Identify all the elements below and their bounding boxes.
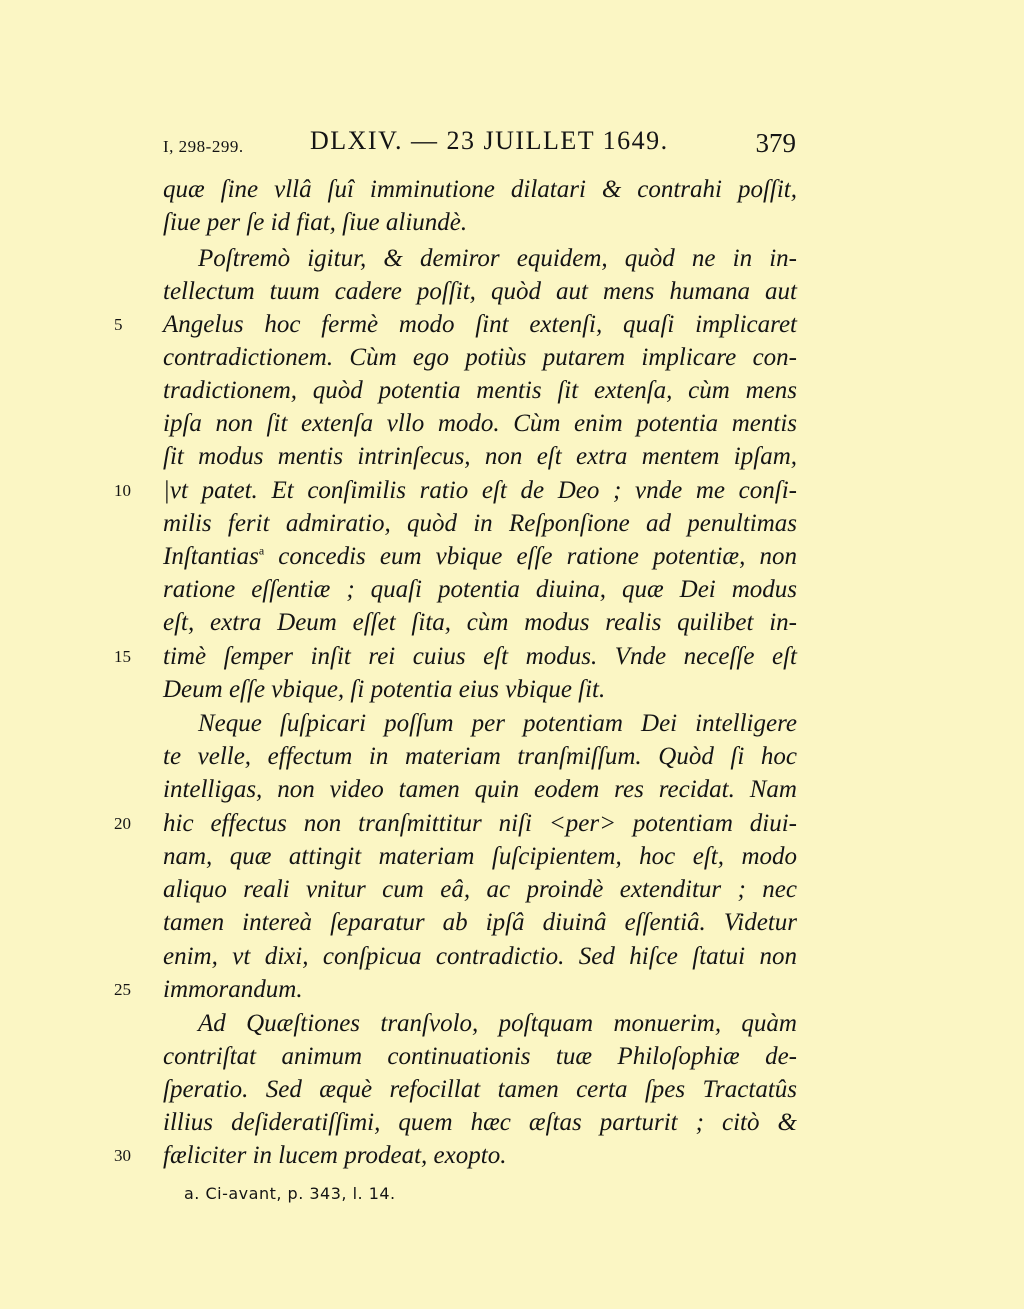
text-line-2: ſiue per ſe id fiat, ſiue aliundè.: [163, 209, 468, 236]
text-line-28: ſperatio. Sed æquè refocillat tamen certa ſpes Tractatûs: [163, 1076, 797, 1103]
text-line-21: nam, quæ attingit materiam ſuſcipientem, hoc eſt, modo: [163, 843, 797, 870]
text-line-12-start: Inſtantias: [163, 543, 259, 570]
text-line-8: ipſa non ſit extenſa vllo modo. Cùm enim potentia mentis: [163, 410, 797, 437]
text-line-22: aliquo reali vnitur cum eâ, ac proindè extenditur ; nec: [163, 876, 797, 903]
text-line-18: te velle, effectum in materiam tranſmiſſum. Quòd ſi hoc: [163, 743, 797, 770]
volume-reference: I, 298-299.: [163, 137, 244, 156]
line-number-30: 30: [114, 1146, 131, 1165]
footnote-marker: a: [258, 543, 265, 558]
text-line-9: ſit modus mentis intrinſecus, non eſt extra mentem ipſam,: [163, 443, 797, 470]
text-line-27: contriſtat animum continuationis tuæ Philoſophiæ de-: [163, 1043, 797, 1070]
text-line-15: timè ſemper inſit rei cuius eſt modus. Vnde neceſſe eſt: [163, 643, 797, 670]
text-line-13: ratione eſſentiæ ; quaſi potentia diuina, quæ Dei modus: [163, 576, 797, 603]
text-line-19: intelligas, non video tamen quin eodem res recidat. Nam: [163, 776, 797, 803]
text-line-12-end: concedis eum vbique eſſe ratione potentiæ, non: [264, 543, 797, 570]
line-number-25: 25: [114, 980, 131, 999]
text-line-17: Neque ſuſpicari poſſum per potentiam Dei intelligere: [198, 710, 797, 737]
text-line-16: Deum eſſe vbique, ſi potentia eius vbique ſit.: [163, 676, 606, 703]
text-line-7: tradictionem, quòd potentia mentis ſit extenſa, cùm mens: [163, 377, 797, 404]
text-line-4: tellectum tuum cadere poſſit, quòd aut mens humana aut: [163, 278, 797, 305]
text-line-26: Ad Quæſtiones tranſvolo, poſtquam monuerim, quàm: [198, 1010, 797, 1037]
text-line-10: |vt patet. Et conſimilis ratio eſt de Deo ; vnde me conſi-: [163, 477, 797, 504]
text-line-25: immorandum.: [163, 976, 303, 1003]
text-line-11: milis ferit admiratio, quòd in Reſponſione ad penultimas: [163, 510, 797, 537]
line-number-5: 5: [114, 315, 123, 334]
footnote: a. Ci-avant, p. 343, l. 14.: [184, 1184, 396, 1203]
text-line-14: eſt, extra Deum eſſet ſita, cùm modus realis quilibet in-: [163, 609, 797, 636]
line-number-15: 15: [114, 647, 131, 666]
text-line-20: hic effectus non tranſmittitur niſi <per> potentiam diui-: [163, 810, 797, 837]
text-line-30: fæliciter in lucem prodeat, exopto.: [163, 1142, 507, 1169]
text-line-1: quæ ſine vllâ ſuî imminutione dilatari & contrahi poſſit,: [163, 176, 797, 203]
text-line-12: [163, 540, 797, 573]
text-line-24: enim, vt dixi, conſpicua contradictio. Sed hiſce ſtatui non: [163, 943, 797, 970]
text-line-6: contradictionem. Cùm ego potiùs putarem implicare con-: [163, 344, 797, 371]
line-number-10: 10: [114, 481, 131, 500]
page-number: 379: [755, 128, 796, 158]
text-line-3: Poſtremò igitur, & demiror equidem, quòd ne in in-: [198, 245, 797, 272]
line-number-20: 20: [114, 814, 131, 833]
text-line-23: tamen intereà ſeparatur ab ipſâ diuinâ eſſentiâ. Videtur: [163, 909, 797, 936]
text-line-29: illius deſideratiſſimi, quem hæc æſtas parturit ; citò &: [163, 1109, 797, 1136]
text-line-5: Angelus hoc fermè modo ſint extenſi, quaſi implicaret: [163, 311, 797, 338]
running-title: DLXIV. — 23 JUILLET 1649.: [310, 126, 669, 155]
